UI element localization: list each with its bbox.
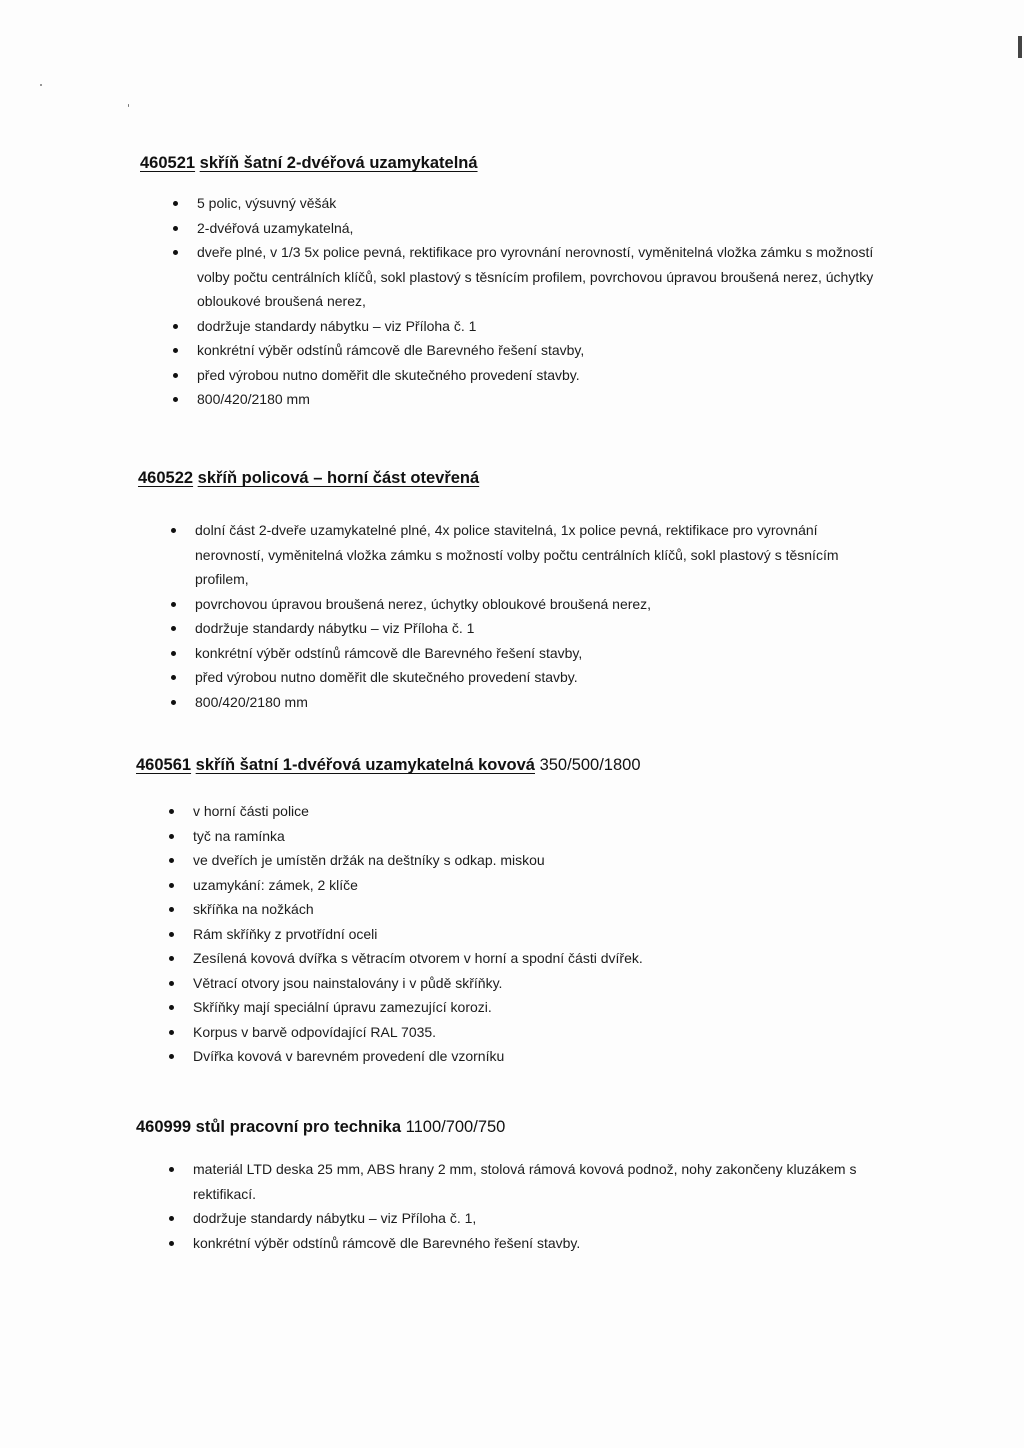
- scan-speck: [128, 104, 129, 107]
- list-item: uzamykání: zámek, 2 klíče: [136, 873, 896, 898]
- spec-list: [136, 1157, 896, 1255]
- list-item: 2-dvéřová uzamykatelná,: [140, 216, 900, 241]
- spec-list: [140, 191, 900, 412]
- item-dimensions: 350/500/1800: [539, 756, 641, 774]
- item-title: stůl pracovní pro technika: [195, 1118, 402, 1136]
- item-code: 460999: [136, 1118, 192, 1136]
- list-item: konkrétní výběr odstínů rámcově dle Barevného řešení stavby,: [140, 338, 900, 363]
- section-heading: [140, 152, 900, 174]
- list-item: konkrétní výběr odstínů rámcově dle Barevného řešení stavby.: [136, 1231, 896, 1256]
- list-item: dodržuje standardy nábytku – viz Příloha č. 1,: [136, 1206, 896, 1231]
- item-code: 460521: [140, 154, 196, 172]
- item-dimensions: 1100/700/750: [405, 1118, 506, 1136]
- list-item: Dvířka kovová v barevném provedení dle vzorníku: [136, 1044, 896, 1069]
- section-heading: [136, 754, 896, 776]
- item-title: skříň policová – horní část otevřená: [197, 469, 480, 487]
- list-item: skříňka na nožkách: [136, 897, 896, 922]
- list-item: před výrobou nutno doměřit dle skutečného provedení stavby.: [138, 665, 898, 690]
- list-item: Větrací otvory jsou nainstalovány i v půdě skříňky.: [136, 971, 896, 996]
- list-item: dodržuje standardy nábytku – viz Příloha č. 1: [138, 616, 898, 641]
- list-item: v horní části police: [136, 799, 896, 824]
- item-code: 460522: [138, 469, 194, 487]
- list-item: povrchovou úpravou broušená nerez, úchytky obloukové broušená nerez,: [138, 592, 898, 617]
- spec-list: [136, 799, 896, 1069]
- item-title: skříň šatní 1-dvéřová uzamykatelná kovová: [195, 756, 535, 774]
- list-item: dveře plné, v 1/3 5x police pevná, rektifikace pro vyrovnání nerovností, vyměnitelná vložka zámku s možností volby počtu centrálních klíčů, sokl plastový s těsnícím profilem, povrchovou úpravou broušená nerez, úchytky obloukové broušená nerez,: [140, 240, 877, 314]
- section-460521: [140, 152, 900, 412]
- list-item: 800/420/2180 mm: [138, 690, 898, 715]
- list-item: konkrétní výběr odstínů rámcově dle Barevného řešení stavby,: [138, 641, 898, 666]
- scan-speck: [40, 84, 42, 86]
- list-item: před výrobou nutno doměřit dle skutečného provedení stavby.: [140, 363, 900, 388]
- list-item: ve dveřích je umístěn držák na deštníky s odkap. miskou: [136, 848, 896, 873]
- item-code: 460561: [136, 756, 192, 774]
- section-460561: [136, 754, 896, 1069]
- list-item: Zesílená kovová dvířka s větracím otvorem v horní a spodní části dvířek.: [136, 946, 896, 971]
- list-item: tyč na ramínka: [136, 824, 896, 849]
- section-heading: [138, 467, 898, 489]
- list-item: Rám skříňky z prvotřídní oceli: [136, 922, 896, 947]
- spec-list: [138, 518, 898, 714]
- list-item: Skříňky mají speciální úpravu zamezující korozi.: [136, 995, 896, 1020]
- list-item: dolní část 2-dveře uzamykatelné plné, 4x police stavitelná, 1x police pevná, rektifikace pro vyrovnání nerovností, vyměnitelná vložka zámku s možností volby počtu centrálních klíčů, sokl plastový s těsnícím profilem,: [138, 518, 885, 592]
- section-heading: [136, 1116, 896, 1138]
- list-item: Korpus v barvě odpovídající RAL 7035.: [136, 1020, 896, 1045]
- list-item: 5 polic, výsuvný věšák: [140, 191, 900, 216]
- item-title: skříň šatní 2-dvéřová uzamykatelná: [199, 154, 478, 172]
- section-460999: [136, 1116, 896, 1255]
- list-item: dodržuje standardy nábytku – viz Příloha č. 1: [140, 314, 900, 339]
- list-item: 800/420/2180 mm: [140, 387, 900, 412]
- section-460522: [138, 467, 898, 714]
- list-item: materiál LTD deska 25 mm, ABS hrany 2 mm, stolová rámová kovová podnož, nohy zakončeny kluzákem s rektifikací.: [136, 1157, 883, 1206]
- scan-edge-mark: [1018, 36, 1022, 58]
